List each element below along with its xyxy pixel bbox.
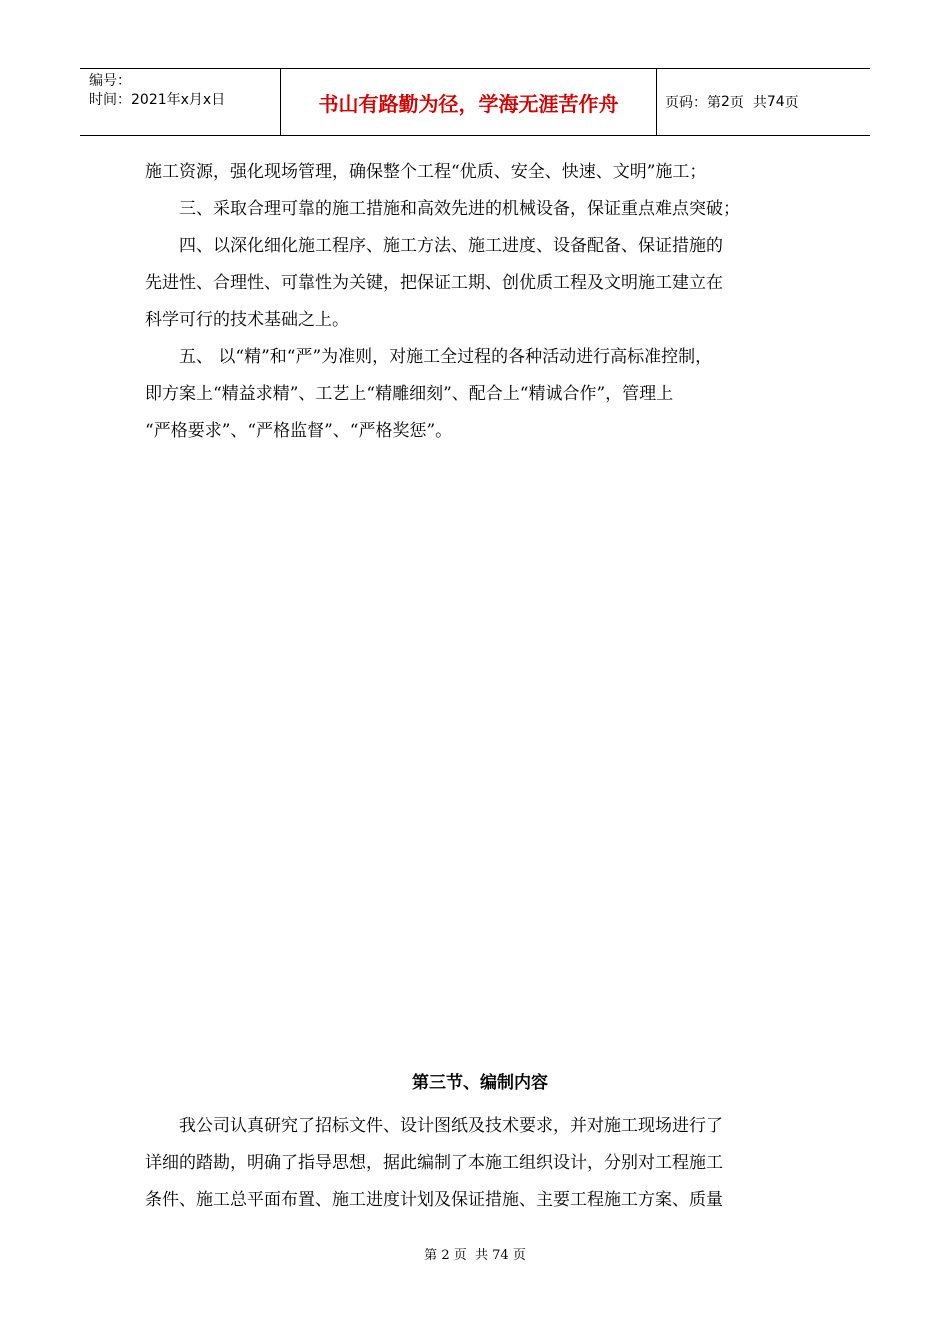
body-line: 科学可行的技术基础之上。 (145, 310, 349, 330)
page-footer (0, 1244, 950, 1263)
body-line: 我公司认真研究了招标文件、设计图纸及技术要求，并对施工现场进行了 (179, 1116, 723, 1136)
body-line: 四、以深化细化施工程序、施工方法、施工进度、设备配备、保证措施的 (179, 236, 723, 256)
body-line: 五、 以“精”和“严”为准则，对施工全过程的各种活动进行高标准控制， (179, 347, 713, 367)
footer-mid: 页 共 (453, 1248, 488, 1263)
body-line: 详细的踏勘，明确了指导思想，据此编制了本施工组织设计，分别对工程施工 (145, 1153, 723, 1173)
header-meta (80, 69, 281, 135)
section-title: 第三节、编制内容 (412, 1073, 548, 1093)
header-slogan: 书山有路勤为径，学海无涯苦作舟 (281, 69, 657, 135)
document-header (80, 68, 870, 136)
body-text-top (145, 154, 815, 450)
page-current: 2 (721, 94, 730, 110)
body-line: 施工资源，强化现场管理，确保整个工程“优质、安全、快速、文明”施工； (145, 162, 707, 182)
body-line: 即方案上“精益求精”、工艺上“精雕细刻”、配合上“精诚合作”，管理上 (145, 384, 674, 404)
page-label: 页码：第 (665, 95, 721, 111)
page-total: 74 (766, 94, 785, 110)
body-line: “严格要求”、“严格监督”、“严格奖惩”。 (145, 421, 453, 441)
footer-current: 2 (441, 1248, 450, 1263)
body-line: 先进性、合理性、可靠性为关键，把保证工期、创优质工程及文明施工建立在 (145, 273, 723, 293)
header-page-info (657, 69, 870, 135)
body-text-bottom (145, 1108, 815, 1219)
number-label: 编号： (89, 73, 131, 89)
footer-prefix: 第 (424, 1248, 438, 1263)
body-line: 条件、施工总平面布置、施工进度计划及保证措施、主要工程施工方案、质量 (145, 1190, 723, 1210)
footer-suffix: 页 (512, 1248, 526, 1263)
time-label: 时间：2021年x月x日 (89, 92, 226, 108)
page-mid: 页 共 (729, 95, 767, 111)
page-suffix: 页 (784, 95, 799, 111)
body-line: 三、采取合理可靠的施工措施和高效先进的机械设备，保证重点难点突破； (179, 199, 740, 219)
footer-total: 74 (492, 1248, 509, 1263)
